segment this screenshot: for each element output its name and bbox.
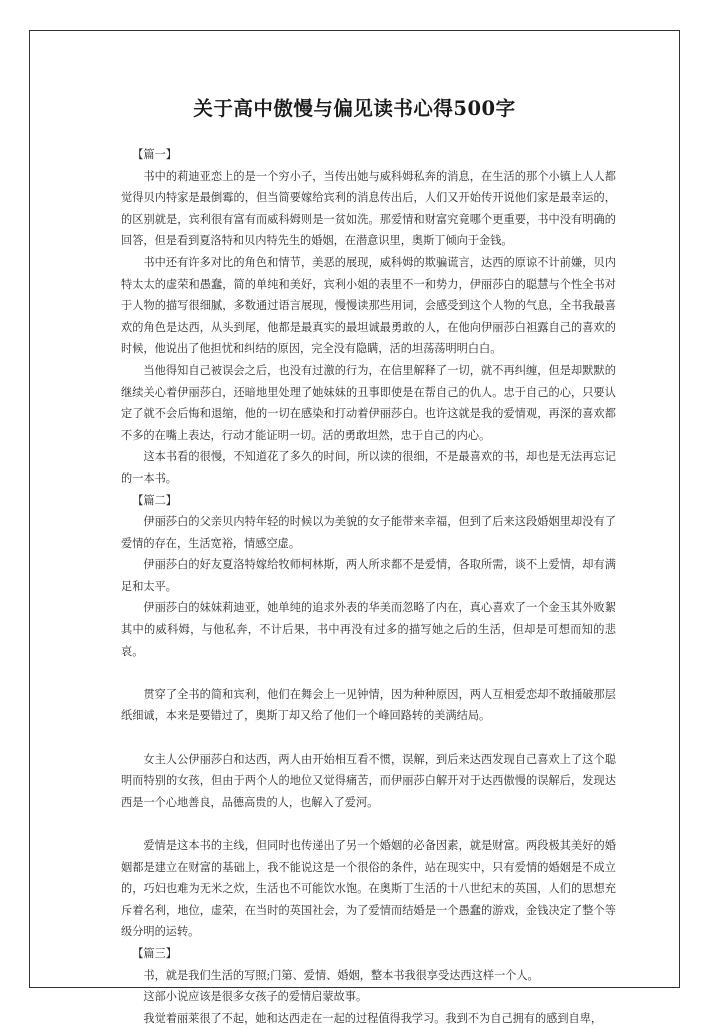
document-page — [29, 30, 680, 1025]
paragraph: 这部小说应该是很多女孩子的爱情启蒙故事。 — [143, 990, 368, 1004]
paragraph: 书中的莉迪亚恋上的是一个穷小子，当传出她与威科姆私奔的消息，在生活的那个小镇上人人都觉得贝内特家是最倒霉的，但当简要嫁给宾利的消息传出后，人们又开始传开说他们家是最幸运的，的区别就是，宾利很有富有而威科姆则是一贫如洗。那爱情和财富究竟哪个更重要，书中没有明确的回答，但是看到夏洛特和贝内特先生的婚姻，在潜意识里，奥斯丁倾向于金钱。 — [121, 169, 616, 248]
paragraph: 伊丽莎白的妹妹莉迪亚，她单纯的追求外表的华美而忽略了内在，真心喜欢了一个金玉其外败絮其中的威科姆，与他私奔，不计后果，书中再没有过多的描写她之后的生活，但却是可想而知的悲哀。 — [121, 601, 616, 658]
document-title: 关于高中傲慢与偏见读书心得500字 — [193, 97, 516, 120]
paragraph: 贯穿了全书的简和宾利，他们在舞会上一见钟情，因为种种原因，两人互相爱恋却不敢捅破那层纸细诚，本来是要错过了，奥斯丁却又给了他们一个峰回路转的美满结局。 — [121, 687, 616, 723]
paragraph: 当他得知自己被误会之后，也没有过激的行为，在信里解释了一切，就不再纠缠，但是却默默的继续关心着伊丽莎白，还暗地里处理了她妹妹的丑事即使是在帮自己的仇人。忠于自己的心，只要认定了就不会后悔和退缩，他的一切在感染和打动着伊丽莎白。也许这就是我的爱情观，再深的喜欢都不多的在嘴上表达，行动才能证明一切。活的勇敢坦然，忠于自己的内心。 — [121, 363, 616, 442]
paragraph-gap — [121, 727, 616, 749]
paragraph: 伊丽莎白的父亲贝内特年轻的时候以为美貌的女子能带来幸福，但到了后来这段婚姻里却没有了爱情的存在，生活宽裕，情感空虚。 — [121, 515, 616, 550]
paragraph-gap — [121, 813, 616, 835]
paragraph: 伊丽莎白的好友夏洛特嫁给牧师柯林斯，两人所求都不是爱情，各取所需，谈不上爱情，却有满足和太平。 — [121, 558, 616, 593]
paragraph: 书中还有许多对比的角色和情节，美恶的展现，威科姆的欺骗谎言，达西的原谅不计前嫌，贝内特太太的虚荣和愚蠢，简的单纯和美好，宾利小姐的表里不一和势力，伊丽莎白的聪慧与个性全书对于人物的描写很细腻，多数通过语言展现，慢慢读那些用词，会感受到这个人物的气息，全书我最喜欢的角色是达西，从头到尾，他都是最真实的最坦诚最勇敢的人，在他向伊丽莎白袒露自己的喜欢的时候，他说出了他担忧和纠结的原因，完全没有隐瞒，活的坦荡荡明明白白。 — [121, 255, 616, 356]
section-heading: 【篇二】 — [132, 493, 177, 507]
paragraph: 我觉着丽莱很了不起，她和达西走在一起的过程值得我学习。我到不为自己拥有的感到自卑， — [143, 1011, 603, 1025]
section-heading: 【篇三】 — [132, 946, 177, 960]
paragraph: 这本书看的很慢，不知道花了多久的时间，所以读的很细，不是最喜欢的书，却也是无法再忘记的一本书。 — [121, 450, 616, 485]
section-heading: 【篇一】 — [132, 148, 177, 161]
paragraph: 女主人公伊丽莎白和达西，两人由开始相互看不惯，误解，到后来达西发现自己喜欢上了这个聪明而特别的女孩，但由于两个人的地位又觉得痛苦，而伊丽莎白解开对于达西傲慢的误解后，发现达西是一个心地善良，品德高贵的人，也解入了爱河。 — [121, 752, 616, 809]
paragraph: 书，就是我们生活的写照;门第、爱情、婚姻，整本书我很享受达西这样一个人。 — [143, 968, 539, 982]
document-body — [121, 144, 616, 1029]
paragraph-gap — [121, 662, 616, 684]
paragraph: 爱情是这本书的主线，但同时也传递出了另一个婚姻的必备因素，就是财富。两段极其美好的婚姻都是建立在财富的基础上，我不能说这是一个很俗的条件，站在现实中，只有爱情的婚姻是不成立的，巧妇也难为无米之炊，生活也不可能饮水饱。在奥斯丁生活的十八世纪末的英国，人们的思想充斥着名利，地位，虚荣，在当时的英国社会，为了爱情而结婚是一个愚蠢的游戏，金钱决定了整个等级分明的运转。 — [121, 839, 616, 939]
